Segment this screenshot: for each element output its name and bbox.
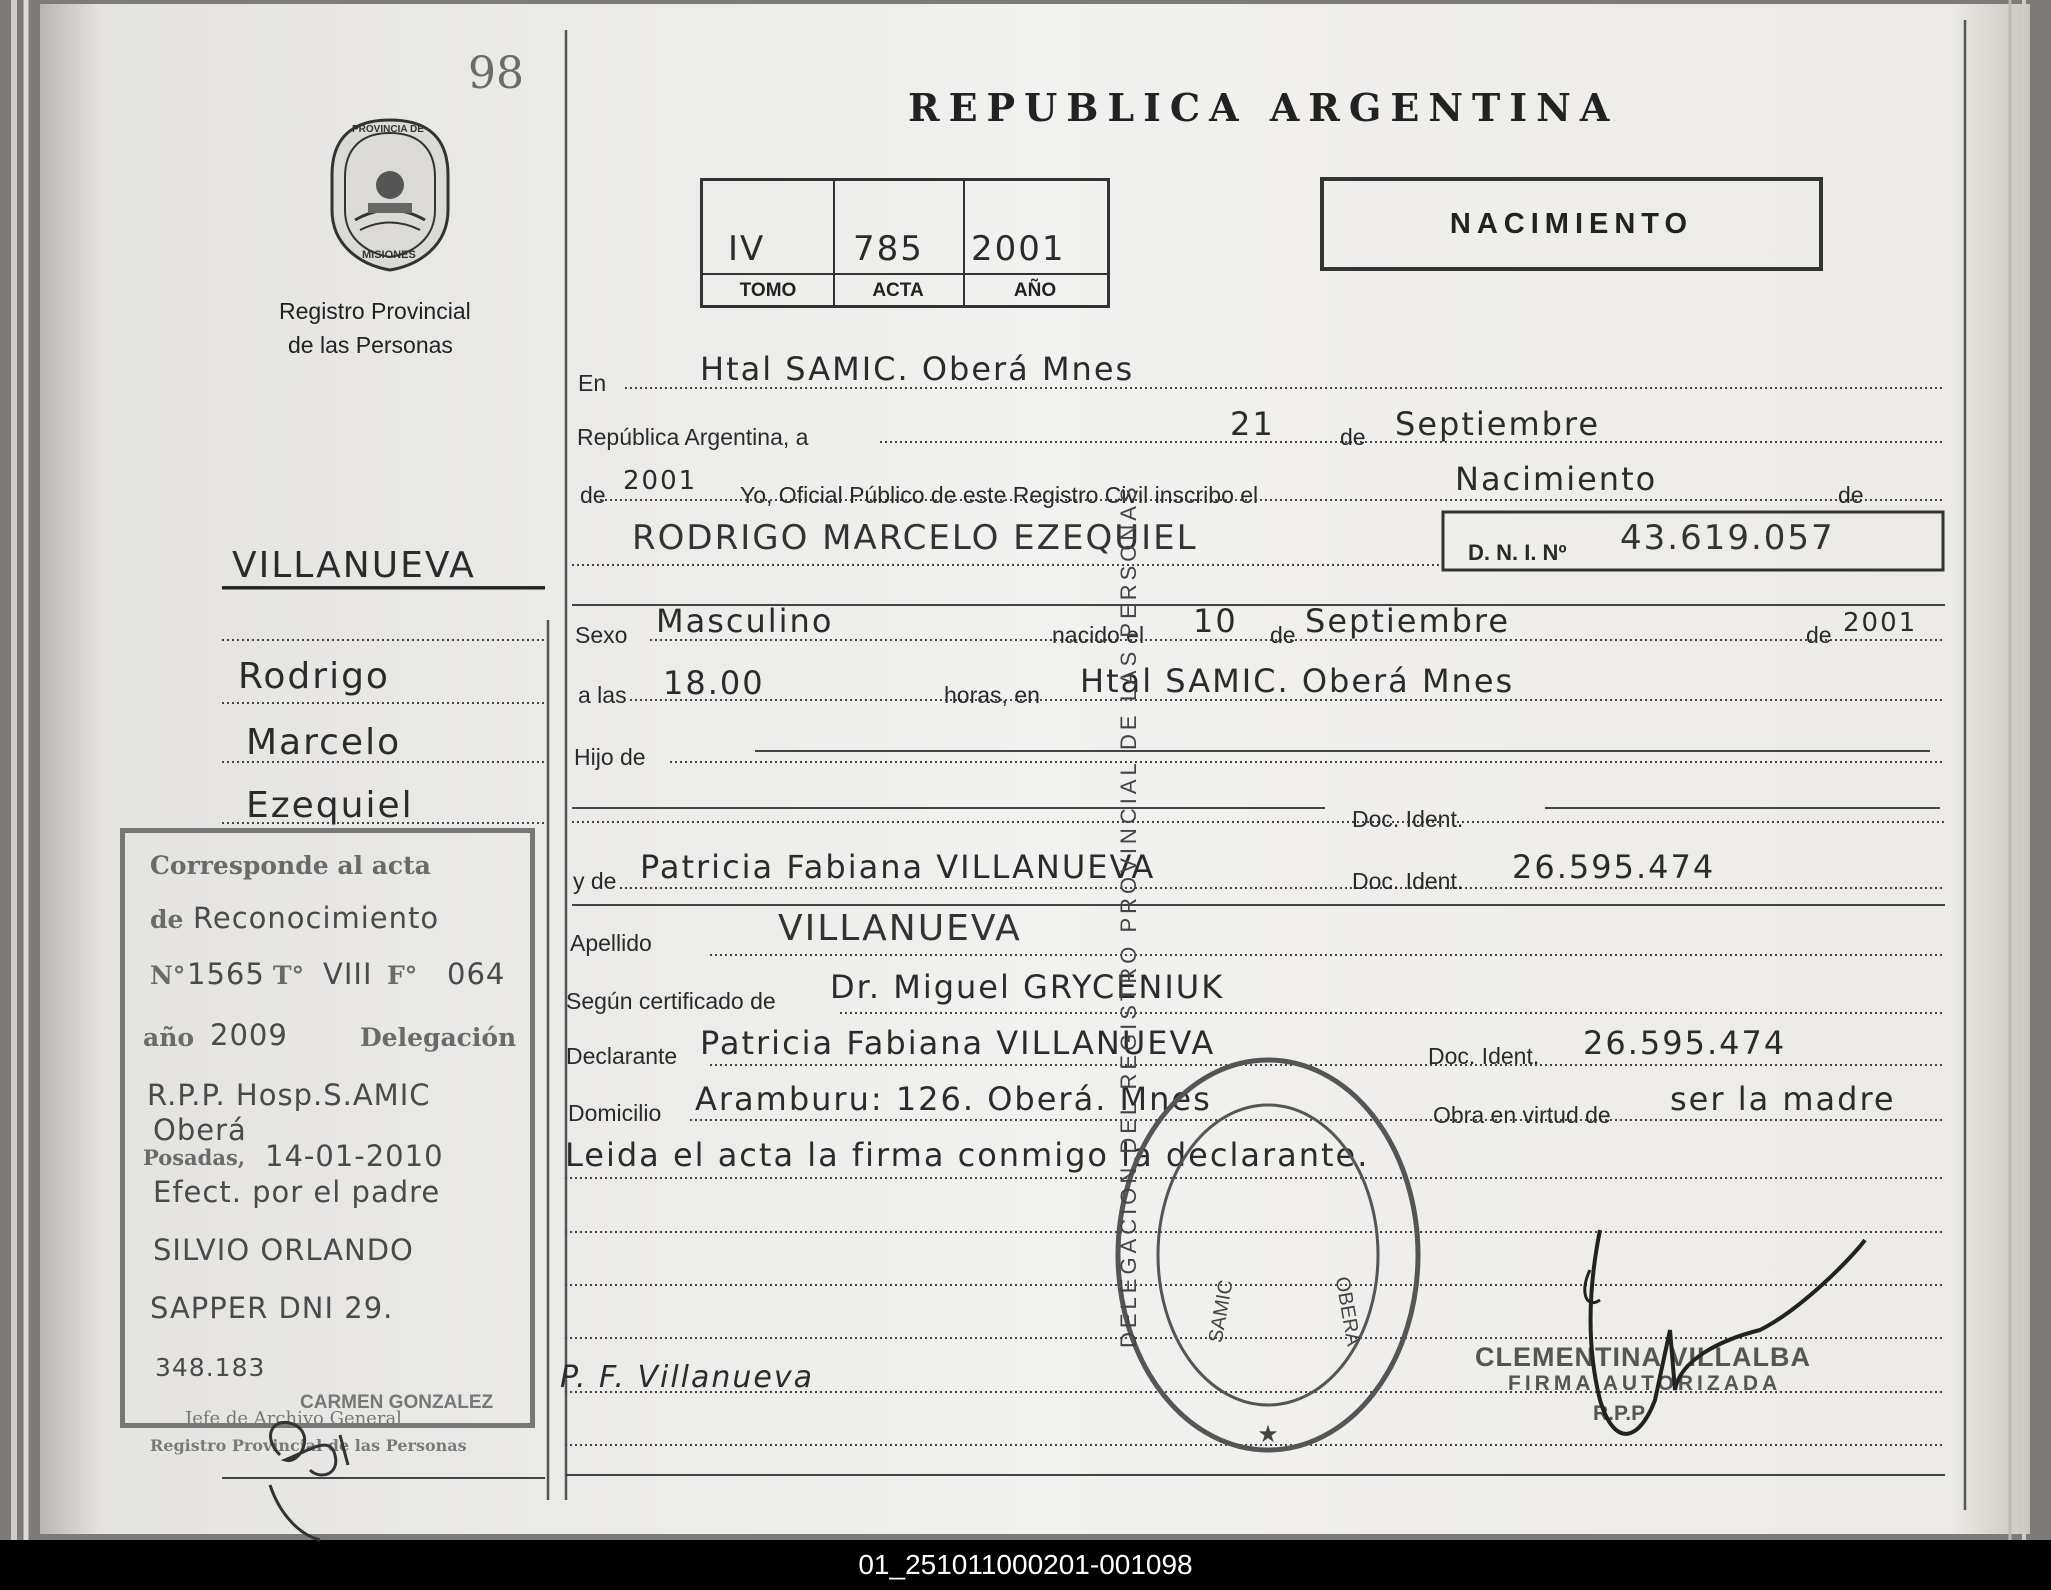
- ano-label: AÑO: [963, 273, 1107, 307]
- seal-text-top: PROVINCIA DE: [352, 124, 424, 135]
- sexo-label: Sexo: [575, 622, 628, 648]
- certificado-value: Dr. Miguel GRYCENIUK: [830, 968, 1225, 1006]
- birth-day: 10: [1193, 602, 1238, 640]
- margin-signature-icon: [240, 1395, 380, 1545]
- page-number: 98: [468, 48, 524, 99]
- tomo-value: IV: [728, 229, 766, 269]
- year-value: 2001: [623, 466, 698, 496]
- oval-stamp-ring-text: DELEGACION DEL REGISTRO PROVINCIAL DE LAS PERSONAS: [1116, 483, 1141, 1348]
- de5-label: de: [1806, 622, 1832, 648]
- svg-text:★: ★: [1257, 1420, 1279, 1448]
- acta-label: ACTA: [833, 273, 963, 307]
- margin-surname: VILLANUEVA: [232, 545, 476, 586]
- leida-text: Leida el acta la firma conmigo la declarante.: [565, 1136, 1370, 1174]
- declarante-doc-label: Doc. Ident.: [1428, 1043, 1540, 1069]
- margin-stamp-line2-value: Reconocimiento: [193, 901, 440, 935]
- margin-stamp-line3-value: 1565: [187, 957, 265, 991]
- yo-text: Yo, Oficial Público de este Registro Civil inscribo el: [740, 482, 1259, 508]
- act-type-box: NACIMIENTO: [1320, 177, 1823, 271]
- declarante-label: Declarante: [566, 1043, 678, 1069]
- mother-name: Patricia Fabiana VILLANUEVA: [640, 848, 1156, 886]
- acta-cell: [833, 181, 965, 305]
- margin-name1: Rodrigo: [238, 656, 390, 697]
- tomo-cell: [703, 181, 835, 305]
- margin-stamp-line3-t: T°: [273, 961, 305, 990]
- oval-stamp-center-left: SAMIC: [1204, 1278, 1238, 1345]
- apellido-label: Apellido: [570, 930, 652, 956]
- margin-official-title2: Registro Provincial de las Personas: [150, 1436, 467, 1455]
- declarante-doc: 26.595.474: [1583, 1024, 1787, 1062]
- margin-name3: Ezequiel: [246, 785, 414, 826]
- margin-stamp-line4-label: año: [143, 1023, 195, 1052]
- domicilio-value: Aramburu: 126. Oberá. Mnes: [695, 1080, 1212, 1118]
- dni-value: 43.619.057: [1620, 518, 1835, 558]
- tomo-label: TOMO: [703, 273, 833, 307]
- margin-name2: Marcelo: [246, 722, 402, 763]
- margin-stamp-line9: SILVIO ORLANDO: [153, 1233, 414, 1267]
- de3-label: de: [1838, 482, 1864, 508]
- margin-stamp-line6: Oberá: [153, 1113, 247, 1147]
- registry-line2: de las Personas: [288, 332, 453, 358]
- mother-doc-label: Doc. Ident.: [1352, 868, 1464, 894]
- margin-stamp: [120, 828, 535, 1428]
- seal-text-bottom: MISIONES: [362, 249, 416, 261]
- margin-stamp-line3-prefix: N°: [150, 961, 186, 990]
- margin-stamp-line7-label: Posadas,: [143, 1145, 246, 1170]
- child-name: RODRIGO MARCELO EZEQUIEL: [632, 518, 1198, 558]
- horas-label: horas, en: [944, 682, 1040, 708]
- hijo-label: Hijo de: [574, 744, 646, 770]
- en-value: Htal SAMIC. Oberá Mnes: [700, 350, 1135, 388]
- oval-stamp-icon: [1108, 1050, 1428, 1460]
- month-value: Septiembre: [1395, 405, 1601, 443]
- margin-official-name: CARMEN GONZALEZ: [300, 1392, 494, 1413]
- declarant-signature: P. F. Villanueva: [560, 1360, 815, 1395]
- margin-stamp-line3-f: F°: [387, 961, 418, 990]
- mother-doc: 26.595.474: [1512, 848, 1716, 886]
- de-label: de: [1340, 424, 1366, 450]
- margin-stamp-line3-folio: 064: [447, 957, 506, 991]
- dni-label: D. N. I. Nº: [1468, 540, 1567, 565]
- official-signature-icon: [1560, 1220, 1880, 1470]
- official-org: R.P.P.: [1593, 1402, 1649, 1425]
- registry-line1: Registro Provincial: [279, 298, 471, 324]
- segun-label: Según certificado de: [566, 988, 776, 1014]
- ano-cell: [963, 181, 1107, 305]
- oval-stamp-center-right: OBERA: [1330, 1275, 1365, 1348]
- country-title: REPUBLICA ARGENTINA: [908, 85, 1619, 130]
- obra-label: Obra en virtud de: [1433, 1102, 1611, 1128]
- doc-ident-label: Doc. Ident.: [1352, 806, 1464, 832]
- official-role: FIRMA AUTORIZADA: [1508, 1372, 1782, 1395]
- official-name: CLEMENTINA VILLALBA: [1475, 1342, 1811, 1372]
- margin-stamp-line7-value: 14-01-2010: [265, 1139, 444, 1173]
- day-value: 21: [1230, 405, 1275, 443]
- birth-time: 18.00: [663, 664, 765, 702]
- birth-place: Htal SAMIC. Oberá Mnes: [1080, 662, 1515, 700]
- republica-label: República Argentina, a: [577, 424, 809, 450]
- de2-label: de: [580, 482, 606, 508]
- margin-stamp-line4-value: 2009: [210, 1018, 288, 1052]
- margin-stamp-line8: Efect. por el padre: [153, 1175, 441, 1209]
- margin-official-title1: Jefe de Archivo General: [185, 1408, 402, 1429]
- margin-stamp-line5: R.P.P. Hosp.S.AMIC: [147, 1078, 431, 1112]
- y-de-label: y de: [573, 868, 617, 894]
- margin-stamp-line10: SAPPER DNI 29.: [150, 1291, 394, 1325]
- obra-value: ser la madre: [1670, 1080, 1896, 1118]
- footer-image-id: 01_251011000201-001098: [858, 1549, 1193, 1580]
- ano-value: 2001: [971, 229, 1066, 269]
- declarante-value: Patricia Fabiana VILLANUEVA: [700, 1024, 1216, 1062]
- record-box: [700, 178, 1110, 308]
- birth-year: 2001: [1843, 608, 1918, 638]
- nacido-label: nacido el: [1052, 622, 1145, 648]
- a-las-label: a las: [578, 682, 627, 708]
- margin-stamp-line1: Corresponde al acta: [150, 851, 431, 880]
- domicilio-label: Domicilio: [568, 1100, 662, 1126]
- margin-stamp-line4-suffix: Delegación: [360, 1023, 517, 1052]
- acta-value: 785: [853, 229, 924, 269]
- apellido-value: VILLANUEVA: [778, 908, 1022, 949]
- sexo-value: Masculino: [656, 602, 834, 640]
- margin-stamp-line2-label: de: [150, 905, 184, 934]
- en-label: En: [578, 370, 607, 396]
- margin-stamp-line11: 348.183: [155, 1353, 266, 1382]
- inscribo-value: Nacimiento: [1455, 460, 1658, 498]
- birth-month: Septiembre: [1305, 602, 1511, 640]
- de4-label: de: [1270, 622, 1296, 648]
- margin-stamp-line3-tomo: VIII: [323, 957, 373, 991]
